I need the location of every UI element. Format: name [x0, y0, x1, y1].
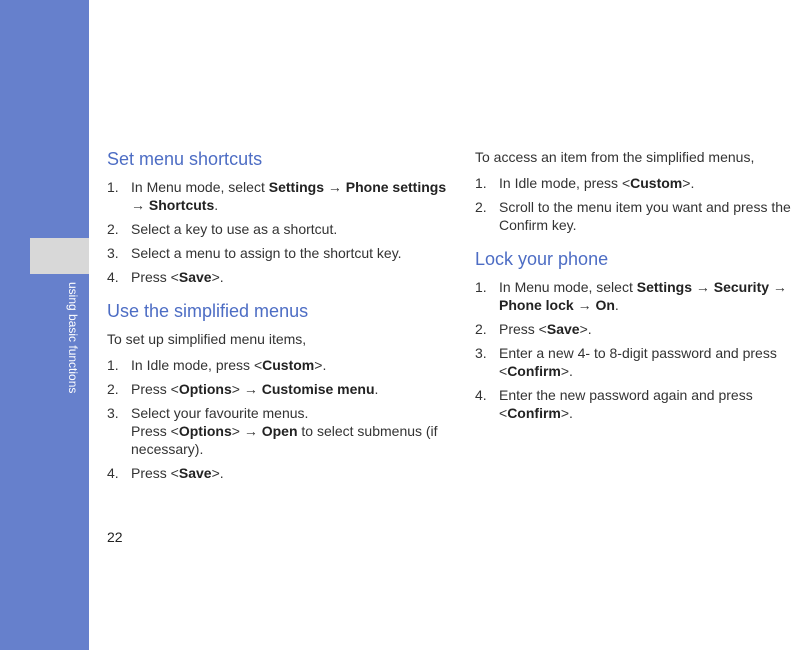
list-item — [475, 320, 806, 338]
step-text: Enter a new 4- to 8-digit password and press <Confirm>. — [499, 345, 777, 379]
step-number: 3. — [107, 245, 119, 261]
list-item — [107, 220, 447, 238]
list-item — [107, 178, 447, 214]
list-item — [107, 380, 447, 398]
step-number: 1. — [475, 175, 487, 191]
step-text: Select a menu to assign to the shortcut key. — [131, 245, 402, 261]
list-item — [107, 244, 447, 262]
list-item — [475, 198, 806, 234]
simplified-steps — [107, 356, 447, 482]
step-number: 2. — [107, 221, 119, 237]
step-number: 1. — [107, 357, 119, 373]
step-number: 2. — [107, 381, 119, 397]
step-number: 4. — [107, 465, 119, 481]
list-item — [475, 386, 806, 422]
heading-use-simplified-menus: Use the simplified menus — [107, 301, 309, 321]
step-number: 2. — [475, 199, 487, 215]
section-label: using basic functions — [66, 282, 80, 394]
heading-set-menu-shortcuts: Set menu shortcuts — [107, 149, 263, 169]
step-text: In Menu mode, select Settings → Security → Phone lock → On. — [499, 279, 787, 313]
page-number: 22 — [107, 529, 123, 545]
step-text: Select your favourite menus. Press <Options> → Open to select submenus (if necessary). — [131, 405, 438, 457]
step-number: 4. — [107, 269, 119, 285]
left-column — [107, 148, 447, 488]
list-item — [475, 278, 806, 314]
intro-text: To set up simplified menu items, — [107, 331, 307, 347]
right-column — [475, 148, 806, 428]
intro-text: To access an item from the simplified menus, — [475, 149, 755, 165]
step-text: In Idle mode, press <Custom>. — [131, 357, 327, 373]
step-text: Select a key to use as a shortcut. — [131, 221, 338, 237]
step-number: 2. — [475, 321, 487, 337]
heading-lock-your-phone: Lock your phone — [475, 249, 609, 269]
step-text: Press <Save>. — [499, 321, 592, 337]
side-tab — [30, 238, 89, 274]
access-steps — [475, 174, 806, 234]
lock-steps — [475, 278, 806, 422]
list-item — [475, 344, 806, 380]
list-item — [107, 464, 447, 482]
step-number: 3. — [107, 405, 119, 421]
list-item — [107, 404, 447, 458]
step-text: Press <Save>. — [131, 269, 224, 285]
step-text: Enter the new password again and press <Confirm>. — [499, 387, 753, 421]
step-text: In Idle mode, press <Custom>. — [499, 175, 695, 191]
shortcuts-steps — [107, 178, 447, 286]
list-item — [475, 174, 806, 192]
step-text: Press <Options> → Customise menu. — [131, 381, 379, 397]
step-number: 4. — [475, 387, 487, 403]
list-item — [107, 268, 447, 286]
step-number: 1. — [475, 279, 487, 295]
step-number: 1. — [107, 179, 119, 195]
step-number: 3. — [475, 345, 487, 361]
step-text: Press <Save>. — [131, 465, 224, 481]
step-text: Scroll to the menu item you want and press the Confirm key. — [499, 199, 791, 233]
list-item — [107, 356, 447, 374]
step-text: In Menu mode, select Settings → Phone settings → Shortcuts. — [131, 179, 447, 213]
